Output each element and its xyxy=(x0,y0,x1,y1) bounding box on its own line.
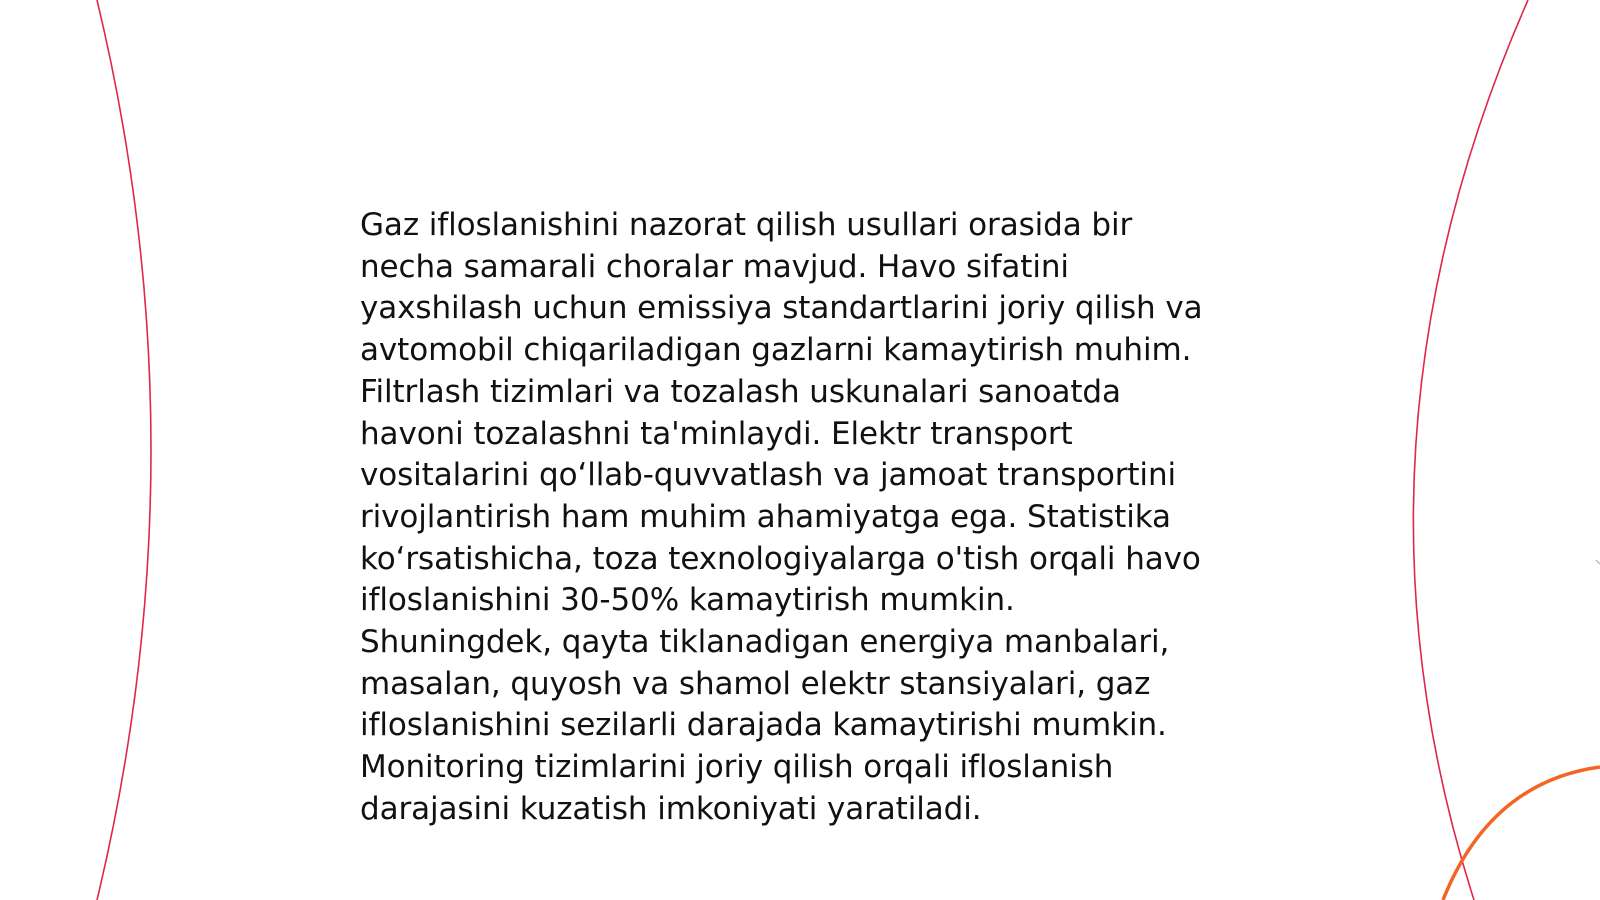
right-curve-line xyxy=(1413,0,1528,900)
bottom-right-accent-arc xyxy=(1443,767,1600,900)
text-line: masalan, quyosh va shamol elektr stansiyalari, gaz xyxy=(360,665,1151,702)
text-line: darajasini kuzatish imkoniyati yaratiladi. xyxy=(360,790,982,827)
text-line: vositalarini qo‘llab-quvvatlash va jamoat transportini xyxy=(360,457,1177,494)
text-line: ifloslanishini sezilarli darajada kamaytirishi mumkin. xyxy=(360,707,1167,744)
text-line: ifloslanishini 30-50% kamaytirish mumkin. xyxy=(360,582,1015,619)
text-line: rivojlantirish ham muhim ahamiyatga ega. Statistika xyxy=(360,498,1171,535)
body-paragraph xyxy=(360,205,1260,831)
text-line: ko‘rsatishicha, toza texnologiyalarga o'tish orqali havo xyxy=(360,540,1201,577)
text-line: Filtrlash tizimlari va tozalash uskunalari sanoatda xyxy=(360,373,1121,410)
text-line: havoni tozalashni ta'minlaydi. Elektr transport xyxy=(360,415,1073,452)
text-line: avtomobil chiqariladigan gazlarni kamaytirish muhim. xyxy=(360,332,1192,369)
text-line: yaxshilash uchun emissiya standartlarini joriy qilish va xyxy=(360,290,1203,327)
text-line: Gaz ifloslanishini nazorat qilish usullari orasida bir xyxy=(360,207,1133,243)
right-edge-mark xyxy=(1596,560,1600,564)
left-curve-line xyxy=(97,0,151,900)
text-line: Monitoring tizimlarini joriy qilish orqali ifloslanish xyxy=(360,749,1114,786)
text-line: Shuningdek, qayta tiklanadigan energiya manbalari, xyxy=(360,624,1170,661)
text-line: necha samarali choralar mavjud. Havo sifatini xyxy=(360,248,1069,285)
